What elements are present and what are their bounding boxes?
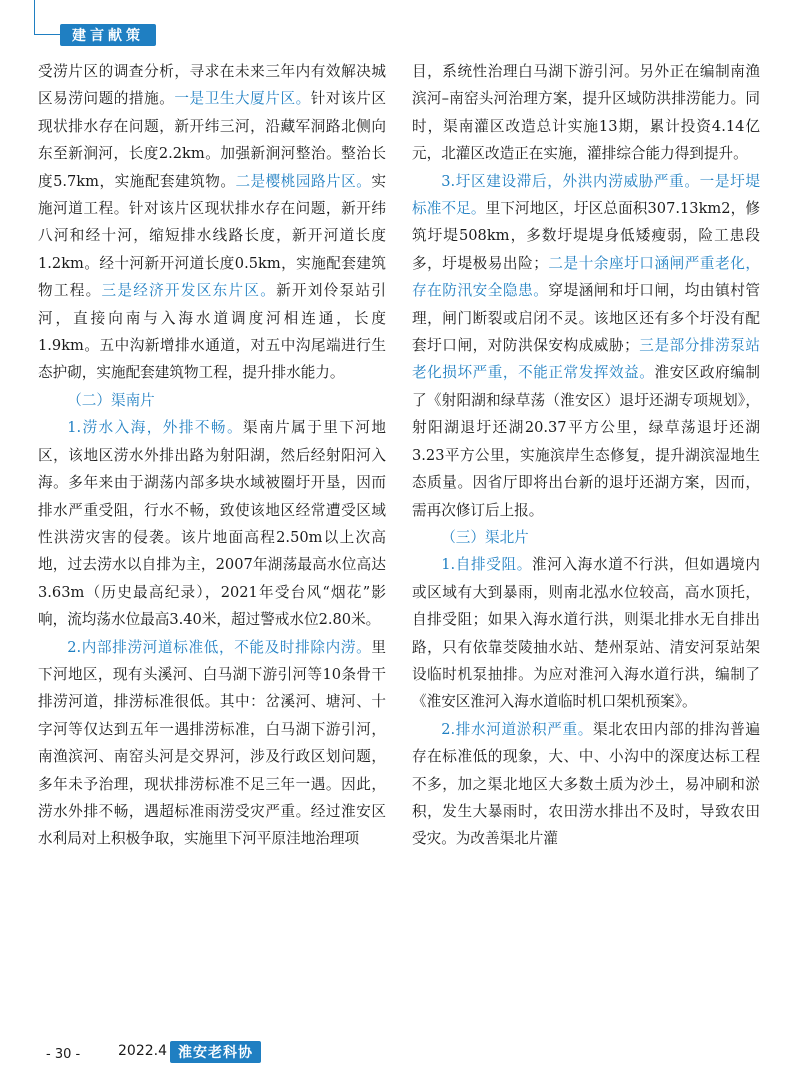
paragraph: 目，系统性治理白马湖下游引河。另外正在编制南渔滨河–南窑头河治理方案，提升区域防洪排涝能力。同时，渠南灌区改造总计实施13期，累计投资4.14亿元，北灌区改造正在实施，灌排综合能力得到提升。 xyxy=(412,63,760,163)
header-rule-vertical xyxy=(34,0,35,34)
highlight-text: 一是卫生大厦片区。 xyxy=(174,90,311,108)
page-footer xyxy=(0,1035,800,1075)
paragraph: 2.内部排涝河道标准低，不能及时排除内涝。里下河地区，现有头溪河、白马湖下游引河等10条骨干排涝河道，排涝标准很低。其中：岔溪河、塘河、十字河等仅达到五年一遇排涝标准，白马湖下游引河，南渔滨河、南窑头河是交界河，涉及行政区划问题，多年未予治理，现状排涝标准不足三年一遇。因此，涝水外排不畅，遇超标准雨涝受灾严重。经过淮安区水利局对上积极争取，实施里下河平原洼地治理项 xyxy=(38,638,386,848)
highlight-text: 1.自排受阻。 xyxy=(441,556,532,574)
page-number: - 30 - xyxy=(46,1047,81,1062)
page-header xyxy=(0,0,800,64)
highlight-text: 3.圩区建设滞后，外洪内涝威胁严重。一是圩堤标准不足。 xyxy=(412,172,760,218)
highlight-text: 2.排水河道淤积严重。 xyxy=(441,720,593,738)
section-heading: （三）渠北片 xyxy=(441,528,529,546)
highlight-text: 2.内部排涝河道标准低，不能及时排除内涝。 xyxy=(67,638,372,656)
highlight-text: 三是部分排涝泵站老化损坏严重，不能正常发挥效益。 xyxy=(412,337,760,382)
highlight-text: 二是樱桃园路片区。 xyxy=(235,172,372,190)
highlight-text: 1.涝水入海，外排不畅。 xyxy=(67,419,244,437)
paragraph: 2.排水河道淤积严重。渠北农田内部的排沟普遍存在标准低的现象，大、中、小沟中的深度达标工程不多，加之渠北地区大多数土质为沙土，易冲刷和淤积，发生大暴雨时，农田涝水排出不及时，导致农田受灾。为改善渠北片灌 xyxy=(412,720,760,848)
section-tag: 建言献策 xyxy=(60,24,156,46)
highlight-text: 三是经济开发区东片区。 xyxy=(101,282,277,300)
paragraph: 3.圩区建设滞后，外洪内涝威胁严重。一是圩堤标准不足。里下河地区，圩区总面积307.13km2，修筑圩堤508km，多数圩堤堤身低矮瘦弱，险工患段多，圩堤极易出险；二是十余座圩口涵闸严重老化，存在防汛安全隐患。穿堤涵闸和圩口闸，均由镇村管理，闸门断裂或启闭不灵。该地区还有多个圩没有配套圩口闸，对防洪保安构成威胁；三是部分排涝泵站老化损坏严重，不能正常发挥效益。淮安区政府编制了《射阳湖和绿草荡（淮安区）退圩还湖专项规划》，射阳湖退圩还湖20.37平方公里，绿草荡退圩还湖3.23平方公里，实施滨岸生态修复，提升湖滨湿地生态质量。因省厅即将出台新的退圩还湖方案，因而，需再次修订后上报。 xyxy=(412,172,760,519)
paragraph: 受涝片区的调查分析，寻求在未来三年内有效解决城区易涝问题的措施。一是卫生大厦片区。针对该片区现状排水存在问题，新开纬三河，沿藏军洞路北侧向东至新涧河，长度2.2km。加强新涧河整治。整治长度5.7km，实施配套建筑物。二是樱桃园路片区。实施河道工程。针对该片区现状排水存在问题，新开纬八河和经十河，缩短排水线路长度，新开河道长度1.2km。经十河新开河道长度0.5km，实施配套建筑物工程。三是经济开发区东片区。新开刘伶泵站引河，直接向南与入海水道调度河相连通，长度1.9km。五中沟新增排水通道，对五中沟尾端进行生态护砌，实施配套建筑物工程，提升排水能力。 xyxy=(38,63,386,382)
magazine-badge: 淮安老科协 xyxy=(170,1041,261,1063)
left-column xyxy=(38,58,386,853)
section-heading: （二）渠南片 xyxy=(67,391,155,409)
paragraph: 1.自排受阻。淮河入海水道不行洪，但如遇境内或区域有大到暴雨，则南北泓水位较高，高水顶托，自排受阻；如果入海水道行洪，则渠北排水无自排出路，只有依靠茭陵抽水站、楚州泵站、清安河泵站架设临时机泵抽排。为应对淮河入海水道行洪，编制了《淮安区淮河入海水道临时机口架机预案》。 xyxy=(412,556,760,711)
issue-label: 2022.4 xyxy=(118,1043,167,1059)
highlight-text: 二是十余座圩口涵闸严重老化，存在防汛安全隐患。 xyxy=(412,254,760,300)
paragraph: 1.涝水入海，外排不畅。渠南片属于里下河地区，该地区涝水外排出路为射阳湖，然后经射阳河入海。多年来由于湖荡内部多块水域被圈圩开垦，因而排水严重受阻，行水不畅，致使该地区经常遭受区域性洪涝灾害的侵袭。该片地面高程2.50m以上次高地，过去涝水以自排为主，2007年湖荡最高水位高达3.63m（历史最高纪录），2021年受台风“烟花”影响，流均荡水位最高3.40米，超过警戒水位2.80米。 xyxy=(38,419,386,629)
right-column xyxy=(412,58,760,853)
